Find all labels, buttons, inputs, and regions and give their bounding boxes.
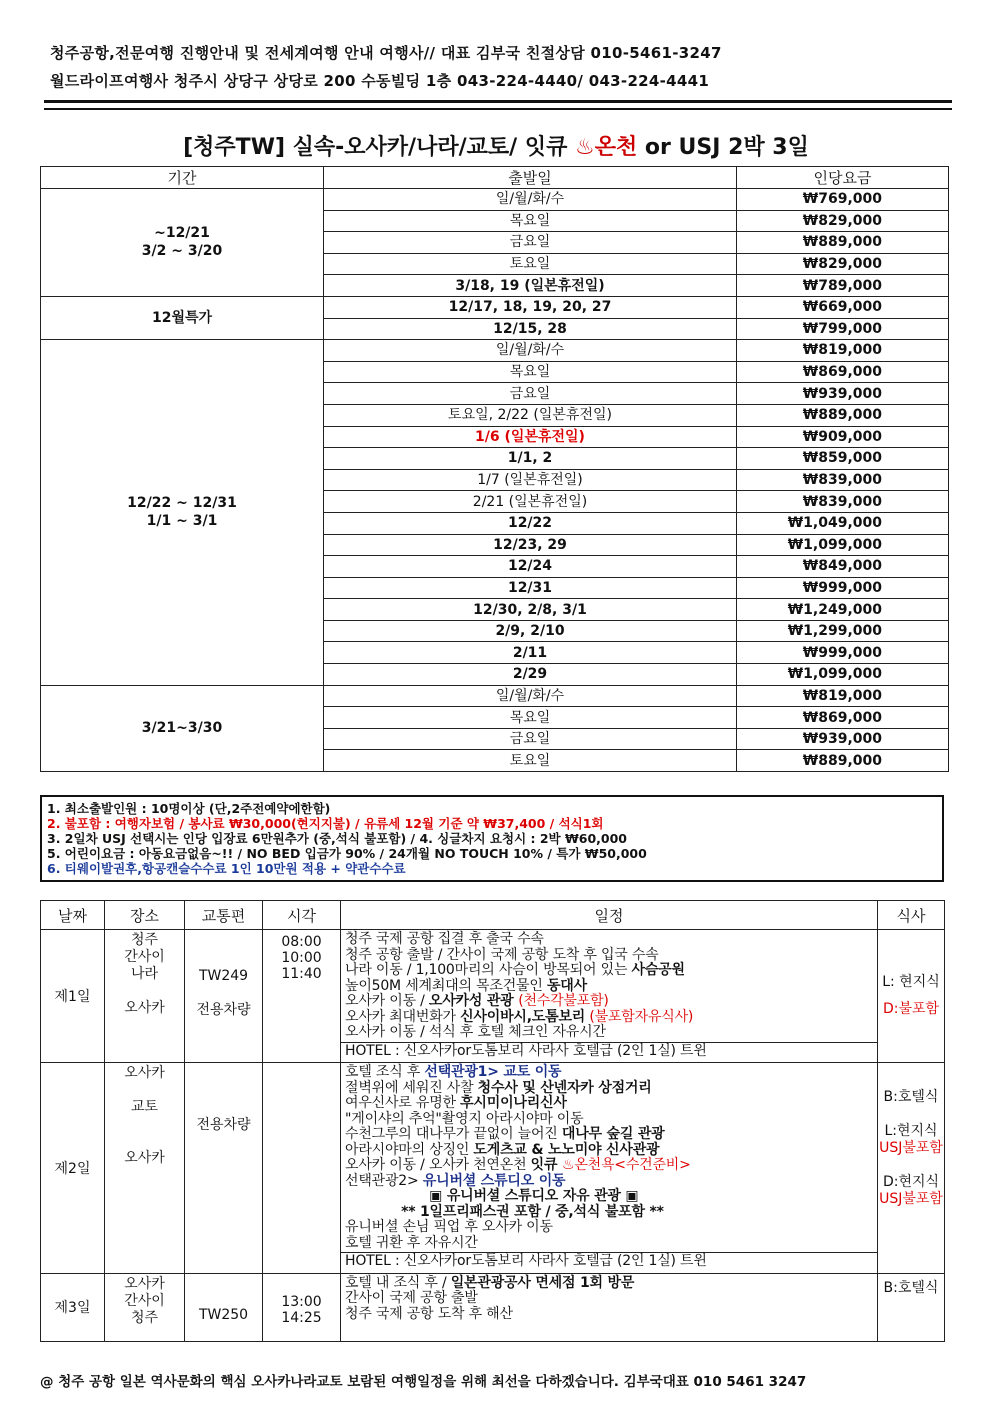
title-tail: or USJ 2박 3일 (637, 135, 809, 160)
schedule-text: 선택관광1> 교토 이동 (424, 1064, 562, 1080)
meal-info: L: 현지식 (882, 974, 940, 990)
price-col-header: 인당요금 (737, 167, 949, 189)
place-name (105, 1116, 184, 1133)
meal-info: B:호텔식 (883, 1089, 939, 1105)
departure-date: 12/24 (324, 556, 737, 578)
departure-date: 목요일 (324, 361, 737, 383)
transport-name (185, 1100, 262, 1117)
place-name: 오사카 (124, 1275, 165, 1292)
price-per-person: ₩1,299,000 (737, 620, 949, 642)
schedule-line (345, 979, 873, 995)
day-transport (185, 930, 263, 1063)
price-per-person: ₩939,000 (737, 728, 949, 750)
place-name (105, 1082, 184, 1099)
schedule-line (345, 1096, 873, 1112)
transport-name: 전용차량 (196, 1117, 251, 1133)
schedule-line (345, 1143, 873, 1159)
notes-box (40, 795, 944, 882)
schedule-line (345, 1025, 873, 1041)
schedule-text: 청주 국제 공항 집결 후 출국 수속 (345, 931, 544, 947)
time-value: 08:00 (281, 934, 322, 950)
schedule-text: 청주 공항 출발 / 간사이 국제 공항 도착 후 입국 수속 (345, 946, 659, 963)
day-times (263, 930, 341, 1063)
place-name: 오사카 (124, 1150, 165, 1166)
schedule-text: 수천그루의 대나무가 끝없이 늘어진 (345, 1126, 562, 1142)
time-value: 11:40 (281, 966, 322, 982)
departure-date: 금요일 (324, 383, 737, 405)
schedule-text: (천수각불포함) (518, 993, 609, 1009)
price-per-person: ₩889,000 (737, 404, 949, 426)
departure-date: 1/6 (일본휴전일) (324, 426, 737, 448)
schedule-text: 대나무 숲길 관광 (561, 1126, 665, 1142)
schedule-text: 오사카 최대번화가 (345, 1008, 461, 1025)
schedule-text: 호텔 귀환 후 자유시간 (345, 1234, 478, 1251)
schedule-line (345, 1291, 873, 1307)
price-per-person: ₩999,000 (737, 642, 949, 664)
price-row (41, 189, 949, 211)
price-per-person: ₩889,000 (737, 232, 949, 254)
schedule-line (345, 1236, 873, 1252)
price-table (40, 166, 949, 772)
schedule-text: 후시미이나리신사 (460, 1095, 567, 1111)
day-times (263, 1273, 341, 1341)
schedule-text: 일본관광공사 면세점 1회 방문 (450, 1274, 635, 1291)
schedule-text: ** 1일프리패스권 포함 / 중,석식 불포함 ** (345, 1203, 664, 1220)
schedule-text: 사슴공원 (631, 962, 685, 978)
price-per-person: ₩819,000 (737, 685, 949, 707)
transport-name (185, 951, 262, 968)
schedule-line (345, 963, 873, 979)
price-per-person: ₩939,000 (737, 383, 949, 405)
note-line: 6. 티웨이발권후,항공캔슬수수료 1인 10만원 적용 + 약관수수료 (47, 861, 406, 876)
departure-date: 일/월/화/수 (324, 685, 737, 707)
meal-info: D:현지식 (882, 1174, 940, 1190)
schedule-line (345, 1127, 873, 1143)
meal-info: D:불포함 (882, 1001, 940, 1017)
schedule-line (345, 1189, 873, 1205)
day-label: 제3일 (41, 1273, 105, 1341)
place-name: 오사카 (124, 1000, 165, 1016)
price-per-person: ₩819,000 (737, 340, 949, 362)
schedule-text: 오사카성 관광 (428, 993, 519, 1009)
page-title (0, 130, 992, 161)
schedule-text: 도게츠교 & 노노미야 신사관광 (473, 1141, 660, 1158)
schedule-line (345, 1065, 873, 1081)
departure-date: 12/22 (324, 512, 737, 534)
schedule-line (345, 1158, 873, 1174)
departure-date: 목요일 (324, 210, 737, 232)
title-text: [청주TW] 실속-오사카/나라/교토/ 잇큐 (183, 135, 575, 160)
schedule-line (345, 1174, 873, 1190)
departure-date: 목요일 (324, 707, 737, 729)
price-period (41, 340, 324, 686)
meal-info (878, 1106, 944, 1123)
departure-date: 12/23, 29 (324, 534, 737, 556)
day-label: 제2일 (41, 1063, 105, 1274)
place-name (105, 983, 184, 1000)
price-per-person: ₩849,000 (737, 556, 949, 578)
time-value (263, 1278, 340, 1294)
day-meals (878, 1063, 945, 1274)
schedule-line (345, 1276, 873, 1292)
transport-name (185, 934, 262, 951)
schedule-text: 간사이 국제 공항 출발 (345, 1290, 478, 1306)
header-rule-thin (44, 108, 952, 110)
price-per-person: ₩869,000 (737, 361, 949, 383)
departure-date: 12/31 (324, 577, 737, 599)
place-name: 오사카 (124, 1065, 165, 1081)
price-row (41, 685, 949, 707)
price-per-person: ₩669,000 (737, 296, 949, 318)
departure-date: 2/21 (일본휴전일) (324, 491, 737, 513)
price-period-line: 1/1 ~ 3/1 (146, 513, 218, 530)
time-value: 13:00 (281, 1293, 322, 1310)
schedule-text: 오사카 이동 / 오사카 천연온천 (345, 1157, 531, 1173)
price-per-person: ₩1,099,000 (737, 664, 949, 686)
place-name: 간사이 (124, 949, 165, 965)
schedule-text: 오사카 이동 / (345, 993, 429, 1009)
note-line: 2. 불포함 : 여행자보험 / 봉사료 ₩30,000(현지지불) / 유류세 12월 기준 약 ₩37,400 / 석식1회 (47, 816, 604, 831)
schedule-text: 여우신사로 유명한 (345, 1095, 461, 1111)
price-period-line: 12/22 ~ 12/31 (127, 495, 237, 512)
schedule-line (345, 1081, 873, 1097)
time-value: 10:00 (281, 950, 322, 966)
onsen-icon-label: ♨온천 (575, 135, 638, 160)
hotel-info: HOTEL : 신오사카or도톰보리 사라사 호텔급 (2인 1실) 트윈 (341, 1252, 877, 1271)
price-per-person: ₩1,049,000 (737, 512, 949, 534)
price-per-person: ₩839,000 (737, 491, 949, 513)
day-meals (878, 930, 945, 1063)
schedule-text: 유니버셜 스튜디오 이동 (422, 1172, 566, 1189)
time-value: 14:25 (281, 1309, 322, 1326)
itinerary-header (41, 901, 945, 930)
price-per-person: ₩1,249,000 (737, 599, 949, 621)
schedule-text: 절벽위에 세워진 사찰 (345, 1079, 478, 1096)
itinerary-col-header: 날짜 (41, 901, 105, 930)
itinerary-table (40, 900, 945, 1342)
price-per-person: ₩789,000 (737, 275, 949, 297)
price-table-header (41, 167, 949, 189)
schedule-text: 잇큐 (530, 1157, 562, 1173)
itinerary-col-header: 식사 (878, 901, 945, 930)
schedule-text: ♨온천욕<수건준비> (561, 1157, 691, 1173)
price-per-person: ₩769,000 (737, 189, 949, 211)
day-places (105, 930, 185, 1063)
itinerary-col-header: 시각 (263, 901, 341, 930)
day-times (263, 1063, 341, 1274)
header-rule (44, 100, 952, 103)
transport-name: TW250 (198, 1306, 249, 1323)
schedule-line (345, 1205, 873, 1221)
price-row (41, 340, 949, 362)
day-places (105, 1063, 185, 1274)
schedule-line (345, 1307, 873, 1323)
place-name: 나라 (130, 966, 159, 982)
departure-date: 토요일 (324, 750, 737, 772)
schedule-text: 청수사 및 산넨자카 상점거리 (477, 1079, 652, 1096)
schedule-text: 청주 국제 공항 도착 후 해산 (345, 1305, 513, 1322)
price-period (41, 189, 324, 297)
schedule-line (345, 1220, 873, 1236)
itinerary-day-row (41, 1273, 945, 1341)
hotel-info: HOTEL : 신오사카or도톰보리 사라사 호텔급 (2인 1실) 트윈 (341, 1042, 877, 1061)
departure-date: 토요일 (324, 253, 737, 275)
transport-name: 전용차량 (196, 1002, 251, 1018)
meal-info: USJ불포함 (879, 1140, 943, 1156)
price-period-line: 3/21~3/30 (141, 720, 223, 737)
departure-date: 1/1, 2 (324, 448, 737, 470)
meal-info: L:현지식 (884, 1123, 938, 1139)
day-places (105, 1273, 185, 1341)
schedule-text: 호텔 조식 후 (345, 1064, 425, 1080)
note-line: 5. 어린이요금 : 아동요금없음~!! / NO BED 입금가 90% / 24개월 NO TOUCH 10% / 특가 ₩50,000 (47, 846, 647, 861)
price-per-person: ₩829,000 (737, 210, 949, 232)
schedule-line (345, 932, 873, 948)
departure-date: 토요일, 2/22 (일본휴전일) (324, 404, 737, 426)
price-per-person: ₩999,000 (737, 577, 949, 599)
departure-date: 12/15, 28 (324, 318, 737, 340)
place-name: 교토 (130, 1099, 159, 1115)
schedule-text: (불포함자유식사) (585, 1008, 694, 1025)
price-row (41, 296, 949, 318)
itinerary-col-header: 장소 (105, 901, 185, 930)
itinerary-day-row (41, 930, 945, 1063)
price-col-header: 기간 (41, 167, 324, 189)
transport-name (185, 1324, 262, 1341)
price-per-person: ₩799,000 (737, 318, 949, 340)
transport-name (185, 1290, 262, 1307)
place-name: 간사이 (124, 1292, 165, 1309)
transport-name: TW249 (198, 968, 249, 984)
schedule-text: 높이50M 세계최대의 목조건물인 (345, 977, 547, 994)
price-period (41, 685, 324, 771)
departure-date: 3/18, 19 (일본휴전일) (324, 275, 737, 297)
schedule-line (345, 1112, 873, 1128)
schedule-text: 호텔 내 조식 후 / (345, 1274, 451, 1291)
day-schedule (341, 930, 878, 1063)
itinerary-col-header: 교통편 (185, 901, 263, 930)
meal-info: B:호텔식 (883, 1279, 939, 1296)
agency-info-line1: 청주공항,전문여행 진행안내 및 전세계여행 안내 여행사// 대표 김부국 친절상담 010-5461-3247 (50, 44, 722, 62)
departure-date: 금요일 (324, 728, 737, 750)
schedule-text: 오사카 이동 / 석식 후 호텔 체크인 자유시간 (345, 1024, 606, 1040)
departure-date: 2/29 (324, 664, 737, 686)
departure-date: 1/7 (일본휴전일) (324, 469, 737, 491)
departure-date: 12/17, 18, 19, 20, 27 (324, 296, 737, 318)
meal-info (878, 1157, 944, 1174)
schedule-text: 나라 이동 / 1,100마리의 사슴이 방목되어 있는 (345, 962, 632, 978)
schedule-text: 선택관광2> (345, 1172, 423, 1189)
schedule-line (345, 994, 873, 1010)
transport-name (185, 985, 262, 1002)
schedule-line (345, 1010, 873, 1026)
day-schedule (341, 1273, 878, 1341)
agency-info-line2: 월드라이프여행사 청주시 상당구 상당로 200 수동빌딩 1층 043-224-4440/ 043-224-4441 (50, 72, 710, 90)
departure-date: 12/30, 2/8, 3/1 (324, 599, 737, 621)
schedule-text: "게이샤의 추억"촬영지 아라시야마 이동 (345, 1110, 584, 1127)
price-per-person: ₩829,000 (737, 253, 949, 275)
price-per-person: ₩909,000 (737, 426, 949, 448)
schedule-line (345, 948, 873, 964)
day-transport (185, 1063, 263, 1274)
meal-info: USJ불포함 (879, 1191, 943, 1207)
price-per-person: ₩889,000 (737, 750, 949, 772)
note-line: 3. 2일차 USJ 선택시는 인당 입장료 6만원추가 (중,석식 불포함) / 4. 싱글차지 요청시 : 2박 ₩60,000 (47, 831, 628, 846)
day-schedule (341, 1063, 878, 1274)
price-period (41, 296, 324, 339)
price-per-person: ₩1,099,000 (737, 534, 949, 556)
day-transport (185, 1273, 263, 1341)
departure-date: 일/월/화/수 (324, 189, 737, 211)
price-period-line: 12월특가 (151, 310, 213, 327)
schedule-text: ▣ 유니버셜 스튜디오 자유 관광 ▣ (345, 1188, 639, 1204)
price-per-person: ₩869,000 (737, 707, 949, 729)
schedule-text: 동대사 (546, 977, 587, 994)
price-per-person: ₩839,000 (737, 469, 949, 491)
day-label: 제1일 (41, 930, 105, 1063)
departure-date: 일/월/화/수 (324, 340, 737, 362)
schedule-text: 유니버셜 손님 픽업 후 오사카 이동 (345, 1219, 553, 1235)
note-line: 1. 최소출발인원 : 10명이상 (단,2주전예약에한함) (47, 801, 331, 816)
schedule-text: 아라시야마의 상징인 (345, 1141, 474, 1158)
transport-name (185, 1083, 262, 1100)
price-period-line: ~12/21 (154, 225, 210, 242)
place-name: 청주 (130, 1309, 159, 1326)
departure-date: 2/11 (324, 642, 737, 664)
place-name (105, 1133, 184, 1150)
price-per-person: ₩859,000 (737, 448, 949, 470)
itinerary-col-header: 일정 (341, 901, 878, 930)
itinerary-day-row (41, 1063, 945, 1274)
departure-date: 금요일 (324, 232, 737, 254)
schedule-text: 신사이바시,도톰보리 (460, 1008, 586, 1025)
departure-date: 2/9, 2/10 (324, 620, 737, 642)
place-name: 청주 (130, 932, 159, 948)
price-period-line: 3/2 ~ 3/20 (141, 243, 223, 260)
footer-note: @ 청주 공항 일본 역사문화의 핵심 오사카나라교토 보람된 여행일정을 위해 최선을 다하겠습니다. 김부국대표 010 5461 3247 (40, 1374, 807, 1390)
price-col-header: 출발일 (324, 167, 737, 189)
day-meals (878, 1273, 945, 1341)
